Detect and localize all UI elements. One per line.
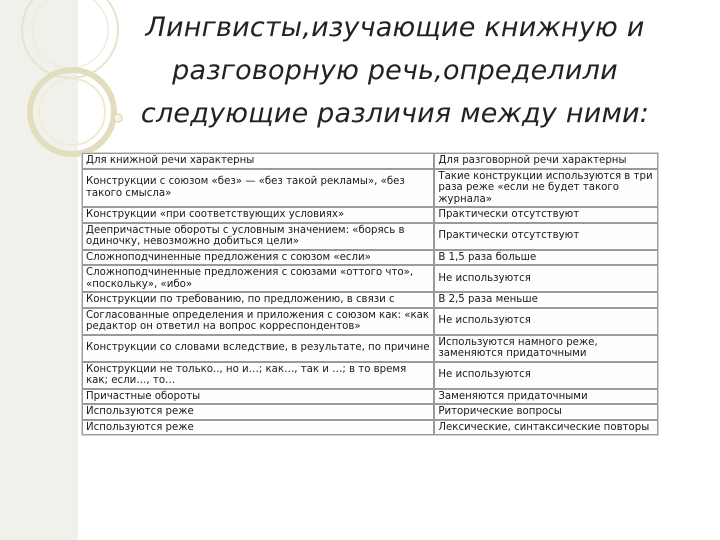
table-cell-colloquial-speech: Не используются — [434, 308, 658, 335]
table-row — [82, 153, 658, 169]
table-cell-colloquial-speech: Не используются — [434, 362, 658, 389]
comparison-table — [81, 152, 659, 436]
table-cell-book-speech: Конструкции со словами вследствие, в результате, по причине — [82, 335, 434, 362]
table-cell-book-speech: Конструкции с союзом «без» — «без такой рекламы», «без такого смысла» — [82, 169, 434, 208]
table-cell-book-speech: Сложноподчиненные предложения с союзами «оттого что», «поскольку», «ибо» — [82, 265, 434, 292]
table-cell-colloquial-speech: Используются намного реже, заменяются придаточными — [434, 335, 658, 362]
table-row — [82, 389, 658, 405]
table-cell-colloquial-speech: Заменяются придаточными — [434, 389, 658, 405]
table-row — [82, 404, 658, 420]
table-cell-colloquial-speech: В 1,5 раза больше — [434, 250, 658, 266]
table-row — [82, 207, 658, 223]
table-row — [82, 308, 658, 335]
table-cell-colloquial-speech: Не используются — [434, 265, 658, 292]
table-cell-book-speech: Согласованные определения и приложения с союзом как: «как редактор он ответил на вопрос корреспондентов» — [82, 308, 434, 335]
table-cell-book-speech: Используются реже — [82, 420, 434, 436]
table-cell-book-speech: Конструкции «при соответствующих условиях» — [82, 207, 434, 223]
table-row — [82, 420, 658, 436]
table-row — [82, 335, 658, 362]
table-cell-colloquial-speech: Практически отсутствуют — [434, 223, 658, 250]
table-cell-colloquial-speech: Риторические вопросы — [434, 404, 658, 420]
table-row — [82, 223, 658, 250]
table-cell-book-speech: Сложноподчиненные предложения с союзом «если» — [82, 250, 434, 266]
table-cell-book-speech: Конструкции по требованию, по предложению, в связи с — [82, 292, 434, 308]
table-row — [82, 265, 658, 292]
table-cell-colloquial-speech: В 2,5 раза меньше — [434, 292, 658, 308]
table-cell-colloquial-speech: Такие конструкции используются в три раза реже «если не будет такого журнала» — [434, 169, 658, 208]
table-cell-book-speech: Конструкции не только.., но и…; как…, так и …; в то время как; если…, то… — [82, 362, 434, 389]
table-row — [82, 292, 658, 308]
table-cell-colloquial-speech: Практически отсутствуют — [434, 207, 658, 223]
table-cell-book-speech: Причастные обороты — [82, 389, 434, 405]
table-row — [82, 250, 658, 266]
table-cell-book-speech: Используются реже — [82, 404, 434, 420]
table-cell-book-speech: Для книжной речи характерны — [82, 153, 434, 169]
table-row — [82, 362, 658, 389]
slide-title: Лингвисты,изучающие книжную и разговорную речь,определили следующие различия между ними: — [140, 12, 650, 129]
table-cell-book-speech: Деепричастные обороты с условным значением: «борясь в одиночку, невозможно добиться цели» — [82, 223, 434, 250]
table-cell-colloquial-speech: Лексические, синтаксические повторы — [434, 420, 658, 436]
table-cell-colloquial-speech: Для разговорной речи характерны — [434, 153, 658, 169]
table-row — [82, 169, 658, 208]
